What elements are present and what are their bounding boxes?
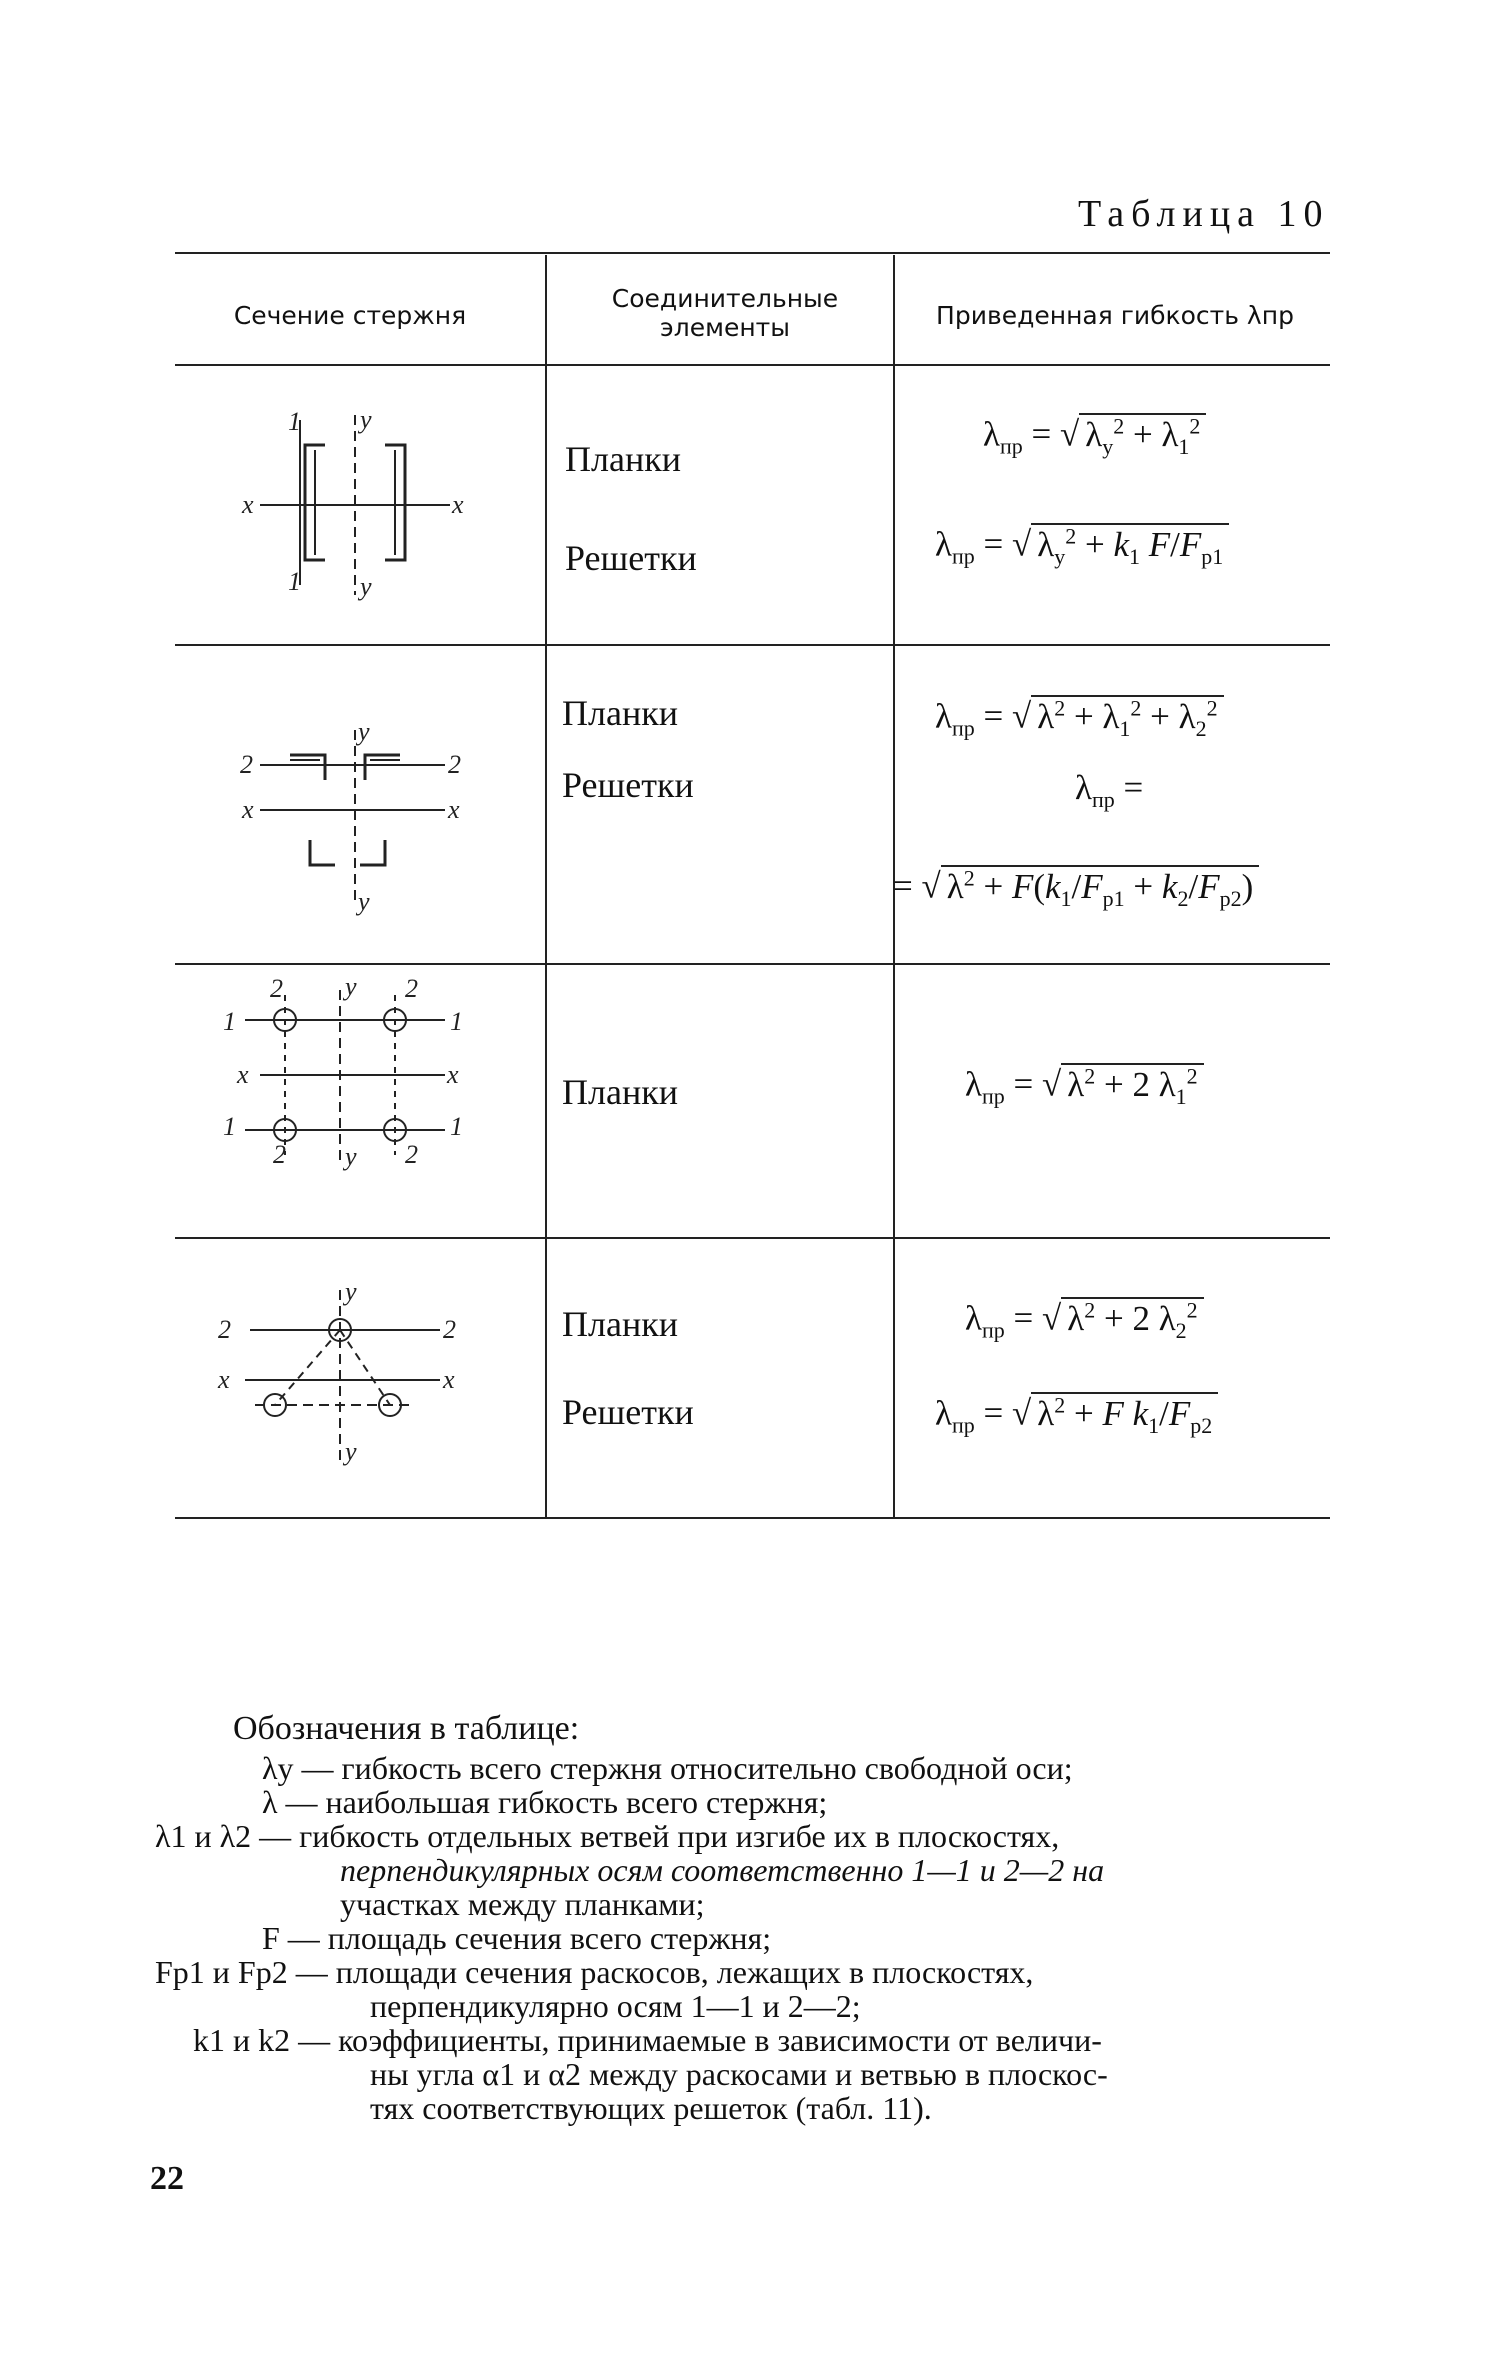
svg-text:x: x — [452, 490, 464, 519]
svg-text:2: 2 — [218, 1315, 231, 1344]
row2-connector-1: Планки — [562, 693, 678, 733]
svg-text:y: y — [345, 1437, 357, 1466]
section-diagram-triangle — [215, 1275, 485, 1475]
table-title: Таблица 10 — [1078, 193, 1330, 235]
svg-text:x: x — [237, 1060, 249, 1089]
svg-text:2: 2 — [443, 1315, 456, 1344]
row4-connector-1: Планки — [562, 1304, 678, 1344]
note-line: тях соответствующих решеток (табл. 11). — [370, 2090, 932, 2126]
header-bottom-rule — [175, 364, 1330, 366]
row2-formula-3: = √ $\lambda^2 + F(k_1/F_{p1} + k_2/F_{p2})$ — [893, 865, 1259, 912]
svg-text:y: y — [345, 975, 357, 1001]
header-slenderness: Приведенная гибкость λпр — [936, 301, 1294, 330]
row4-formula-1: $\lambda_{пр}$ = √ $\lambda^2 + 2$ $\lambda_2^2$ — [965, 1297, 1204, 1344]
svg-text:y: y — [360, 572, 372, 601]
header-connectors-line1: Соединительные — [611, 284, 839, 313]
note-line: F — площадь сечения всего стержня; — [262, 1920, 772, 1956]
svg-text:y: y — [345, 1277, 357, 1306]
svg-text:x: x — [443, 1365, 455, 1394]
row3-formula-1: $\lambda_{пр}$ = √ $\lambda^2 + 2$ $\lambda_1^2$ — [965, 1063, 1204, 1110]
note-line: λ — наибольшая гибкость всего стержня; — [262, 1784, 828, 1820]
svg-text:2: 2 — [240, 750, 253, 779]
svg-text:1: 1 — [288, 567, 301, 596]
table-top-rule — [175, 252, 1330, 254]
svg-text:y: y — [358, 887, 370, 916]
table-bottom-rule — [175, 1517, 1330, 1519]
page-number: 22 — [150, 2160, 184, 2197]
column-divider-1 — [545, 255, 547, 1517]
row3-bottom-rule — [175, 1237, 1330, 1239]
section-diagram-angles — [240, 710, 480, 920]
section-diagram-four-pipes — [215, 975, 485, 1175]
svg-text:2: 2 — [405, 1140, 418, 1169]
row4-connector-2: Решетки — [562, 1392, 694, 1432]
note-line: перпендикулярно осям 1—1 и 2—2; — [370, 1988, 861, 2024]
row4-formula-2: $\lambda_{пр}$ = √ $\lambda^2 + F$ $k_1/F_{p2}$ — [935, 1392, 1218, 1439]
note-line: λy — гибкость всего стержня относительно свободной оси; — [262, 1750, 1073, 1786]
row2-formula-2: $\lambda_{пр}$ = — [1075, 768, 1144, 812]
note-line: Fp1 и Fp2 — площади сечения раскосов, лежащих в плоскостях, — [155, 1954, 1034, 1990]
header-section: Сечение стержня — [233, 301, 467, 330]
svg-text:2: 2 — [273, 1140, 286, 1169]
row2-bottom-rule — [175, 963, 1330, 965]
row1-formula-2: $\lambda_{пр}$ = √ $\lambda_y^2 + k_1$ $F/F_{p1}$ — [935, 523, 1229, 570]
svg-text:1: 1 — [450, 1007, 463, 1036]
note-line: k1 и k2 — коэффициенты, принимаемые в зависимости от величи- — [193, 2022, 1102, 2058]
svg-text:x: x — [447, 1060, 459, 1089]
svg-text:x: x — [242, 490, 254, 519]
svg-text:1: 1 — [450, 1112, 463, 1141]
row1-formula-1: $\lambda_{пр}$ = √ $\lambda_y^2 + \lambda_1^2$ — [983, 413, 1206, 460]
svg-text:x: x — [448, 795, 460, 824]
svg-text:1: 1 — [223, 1007, 236, 1036]
header-connectors-line2: элементы — [660, 313, 790, 342]
svg-text:y: y — [358, 717, 370, 746]
row2-formula-1: $\lambda_{пр}$ = √ $\lambda^2 + \lambda_1^2 + \lambda_2^2$ — [935, 695, 1224, 742]
note-line: λ1 и λ2 — гибкость отдельных ветвей при изгибе их в плоскостях, — [155, 1818, 1060, 1854]
svg-text:2: 2 — [448, 750, 461, 779]
svg-text:y: y — [360, 405, 372, 434]
note-line: ны угла α1 и α2 между раскосами и ветвью в плоскос- — [370, 2056, 1108, 2092]
svg-text:y: y — [345, 1142, 357, 1171]
svg-text:1: 1 — [223, 1112, 236, 1141]
note-line: перпендикулярных осям соответственно 1—1 и 2—2 на — [340, 1852, 1105, 1888]
svg-text:x: x — [242, 795, 254, 824]
svg-text:2: 2 — [270, 975, 283, 1003]
svg-text:x: x — [218, 1365, 230, 1394]
svg-text:1: 1 — [288, 407, 301, 436]
row1-connector-1: Планки — [565, 439, 681, 479]
row1-bottom-rule — [175, 644, 1330, 646]
section-diagram-channels — [240, 400, 480, 610]
notes-title: Обозначения в таблице: — [233, 1710, 580, 1747]
note-line: участках между планками; — [340, 1886, 705, 1922]
row2-connector-2: Решетки — [562, 765, 694, 805]
row1-connector-2: Решетки — [565, 538, 697, 578]
row3-connector-1: Планки — [562, 1072, 678, 1112]
svg-text:2: 2 — [405, 975, 418, 1003]
